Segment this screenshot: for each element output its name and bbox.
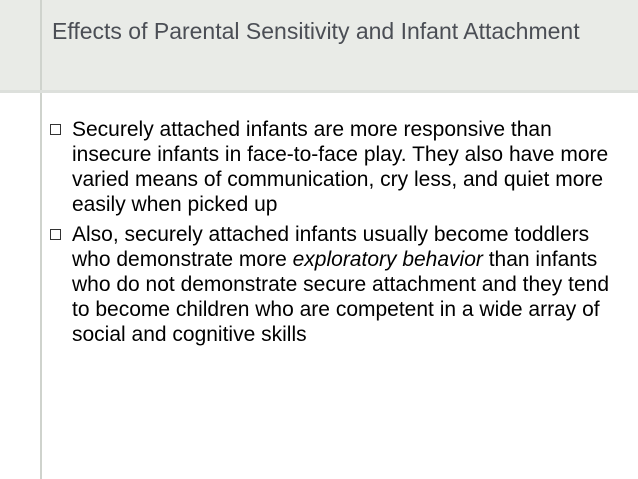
bullet-text-1: Securely attached infants are more responsive than insecure infants in face-to-face play. They also have more varied means of communication, cry less, and quiet more easily when picked up	[72, 118, 609, 216]
slide-title: Effects of Parental Sensitivity and Infant Attachment	[52, 18, 580, 44]
title-underline-rule	[0, 90, 638, 93]
bullet-text-2-before: Also, securely attached infants usually become toddlers who demonstrate more	[72, 223, 590, 271]
left-vertical-rule	[40, 0, 42, 479]
bullet-text-2-after: than infants who do not demonstrate secure attachment and they tend to become children who are competent in a wide array of social and cognitive skills	[72, 248, 610, 346]
bullet-item-1	[50, 117, 620, 217]
bullet-item-2	[50, 222, 620, 347]
square-bullet-icon	[50, 124, 61, 135]
square-bullet-icon	[50, 229, 61, 240]
bullet-text-2-emphasis: exploratory behavior	[292, 248, 483, 271]
bullet-list	[50, 117, 620, 352]
